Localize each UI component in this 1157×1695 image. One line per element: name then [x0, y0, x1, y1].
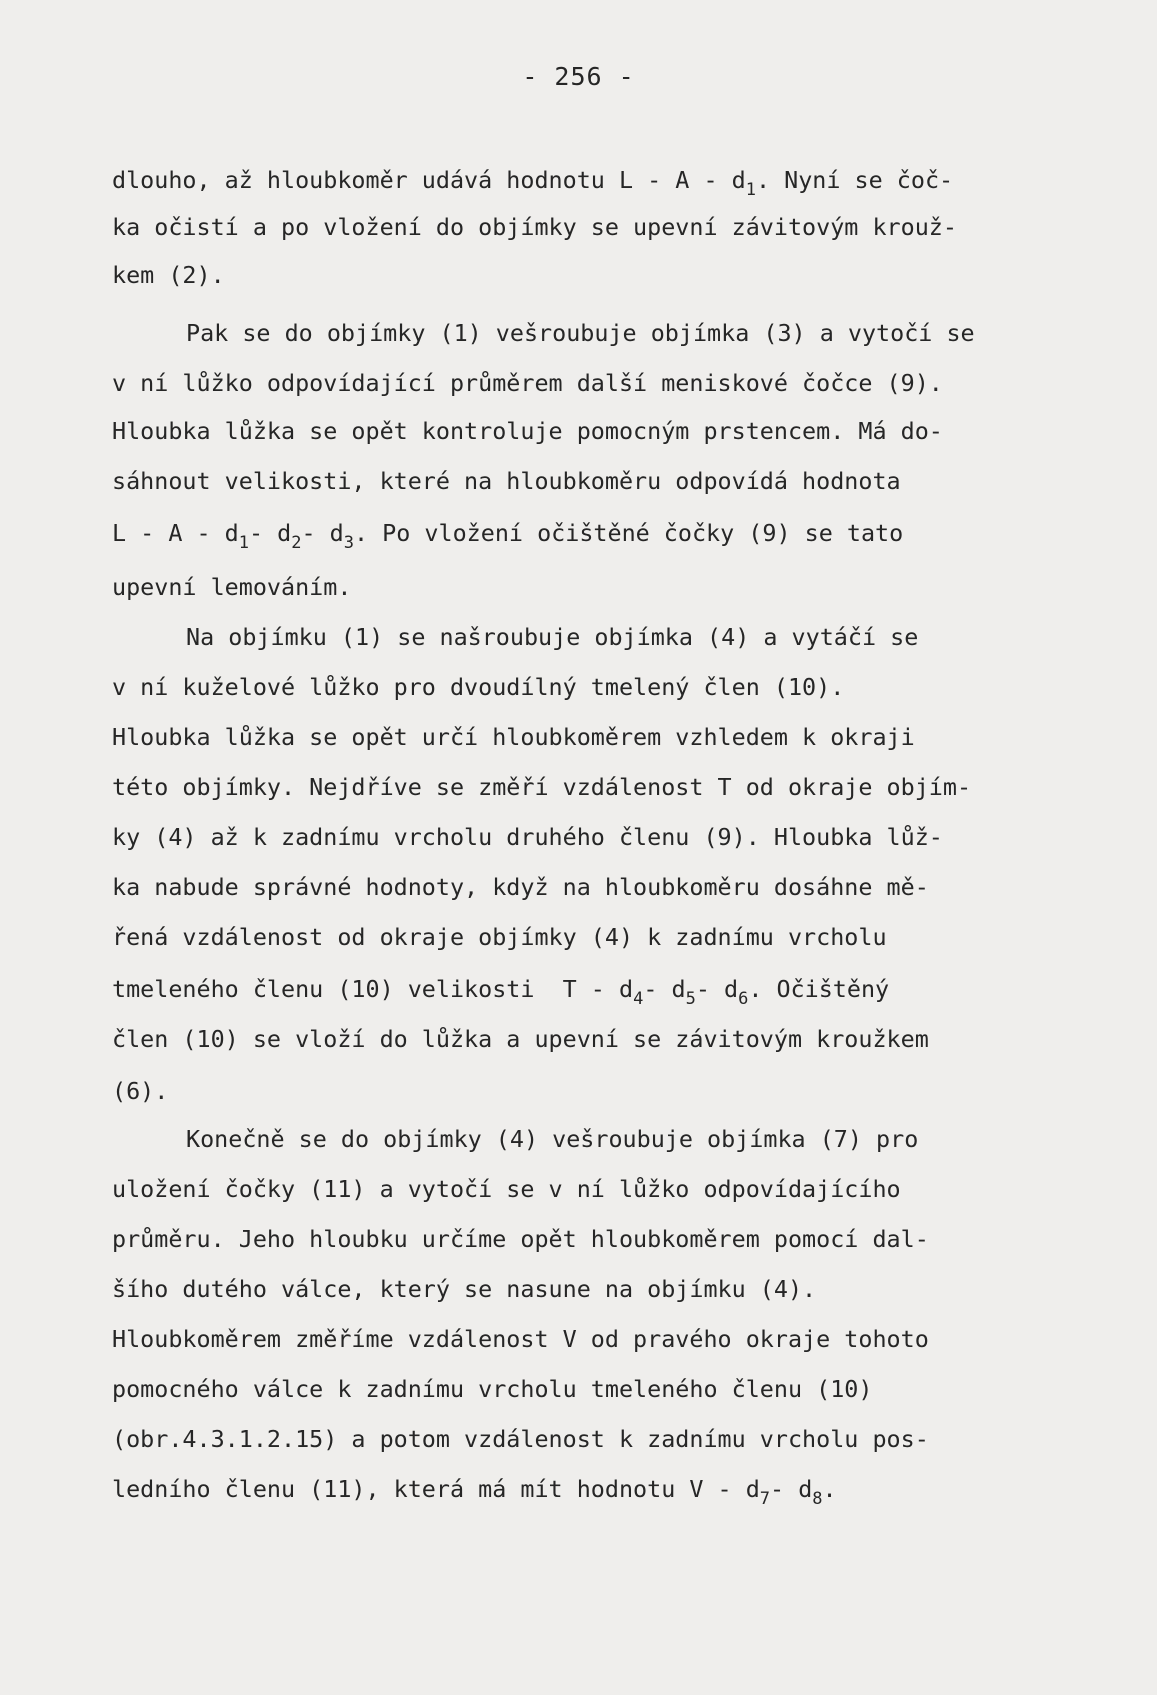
text-line: (obr.4.3.1.2.15) a potom vzdálenost k zadnímu vrcholu pos-: [112, 1425, 929, 1453]
text-line: dlouho, až hloubkoměr udává hodnotu L - A - $d_1$. Nyní se čoč-: [112, 166, 954, 200]
text-line: Hloubka lůžka se opět určí hloubkoměrem vzhledem k okraji: [112, 723, 915, 751]
text-line: Hloubka lůžka se opět kontroluje pomocným prstencem. Má do-: [112, 417, 943, 445]
text-line: Pak se do objímky (1) vešroubuje objímka (3) a vytočí se: [186, 319, 975, 347]
text-line: uložení čočky (11) a vytočí se v ní lůžko odpovídajícího: [112, 1175, 901, 1203]
text-line: Hloubkoměrem změříme vzdálenost V od pravého okraje tohoto: [112, 1325, 929, 1353]
text-line: řená vzdálenost od okraje objímky (4) k zadnímu vrcholu: [112, 923, 887, 951]
text-line: kem (2).: [112, 261, 225, 289]
text-line: Konečně se do objímky (4) vešroubuje objímka (7) pro: [186, 1125, 919, 1153]
page-number: - 256 -: [522, 62, 635, 91]
text-line: šího dutého válce, který se nasune na objímku (4).: [112, 1275, 817, 1303]
text-line: ka nabude správné hodnoty, když na hloubkoměru dosáhne mě-: [112, 873, 929, 901]
text-line: Na objímku (1) se našroubuje objímka (4) a vytáčí se: [186, 623, 919, 651]
text-line: průměru. Jeho hloubku určíme opět hloubkoměrem pomocí dal-: [112, 1225, 929, 1253]
text-line: (6).: [112, 1077, 169, 1105]
text-line: pomocného válce k zadnímu vrcholu tmeleného členu (10): [112, 1375, 873, 1403]
text-line: sáhnout velikosti, které na hloubkoměru odpovídá hodnota: [112, 467, 901, 495]
text-line: ka očistí a po vložení do objímky se upevní závitovým krouž-: [112, 213, 957, 241]
text-line: tmeleného členu (10) velikosti T - $d_4-$ $d_5-$ $d_6$. Očištěný: [112, 975, 890, 1009]
text-line: v ní kuželové lůžko pro dvoudílný tmelený člen (10).: [112, 673, 845, 701]
text-line: v ní lůžko odpovídající průměrem další meniskové čočce (9).: [112, 369, 943, 397]
text-line: upevní lemováním.: [112, 573, 352, 601]
text-line: L - A - $d_1-$ $d_2-$ $d_3$. Po vložení očištěné čočky (9) se tato: [112, 519, 904, 553]
text-line: člen (10) se vloží do lůžka a upevní se závitovým kroužkem: [112, 1025, 929, 1053]
text-line: ky (4) až k zadnímu vrcholu druhého členu (9). Hloubka lůž-: [112, 823, 943, 851]
text-line: této objímky. Nejdříve se změří vzdálenost T od okraje objím-: [112, 773, 972, 801]
text-line: ledního členu (11), která má mít hodnotu V - $d_7-$ $d_8$.: [112, 1475, 837, 1509]
